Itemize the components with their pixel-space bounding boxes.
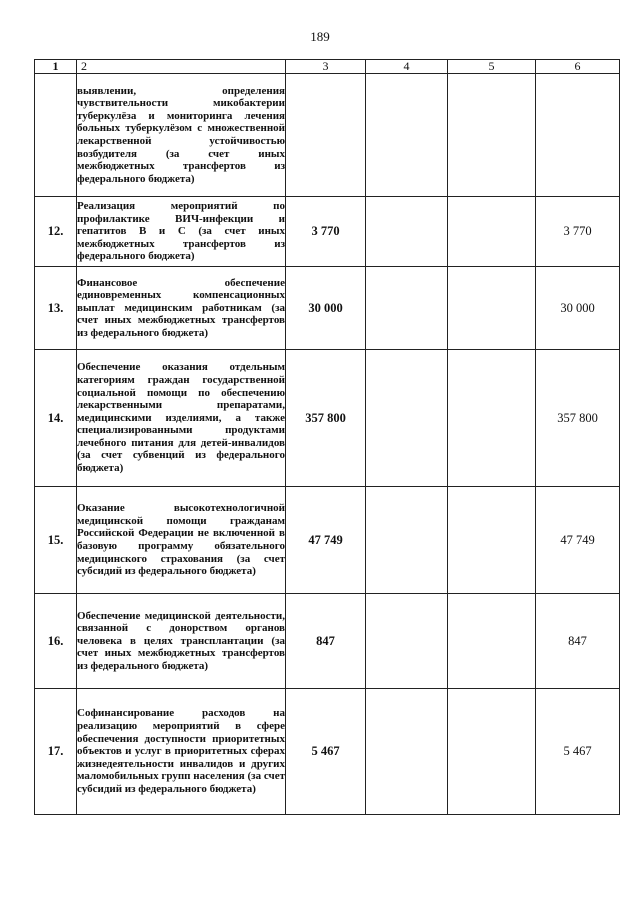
table-row bbox=[35, 74, 620, 197]
header-col-1: 1 bbox=[35, 60, 77, 74]
row-col-4 bbox=[366, 74, 448, 197]
header-col-3: 3 bbox=[286, 60, 366, 74]
row-col-5 bbox=[448, 487, 536, 594]
row-number: 17. bbox=[35, 689, 77, 815]
row-description: выявлении, определения чувствительности микобактерии туберкулёза и мониторинга лечения больных туберкулёзом с множественной лекарственной устойчивостью возбудителя (за счет иных межбюджетных трансфертов из федерального бюджета) bbox=[77, 74, 286, 197]
row-col-5 bbox=[448, 74, 536, 197]
header-col-5: 5 bbox=[448, 60, 536, 74]
row-total: 357 800 bbox=[536, 350, 620, 487]
table-row bbox=[35, 267, 620, 350]
table-row bbox=[35, 350, 620, 487]
row-col-4 bbox=[366, 487, 448, 594]
row-number bbox=[35, 74, 77, 197]
row-number: 13. bbox=[35, 267, 77, 350]
row-col-4 bbox=[366, 350, 448, 487]
row-col-5 bbox=[448, 350, 536, 487]
table-row bbox=[35, 689, 620, 815]
row-amount: 847 bbox=[286, 594, 366, 689]
header-col-6: 6 bbox=[536, 60, 620, 74]
row-col-4 bbox=[366, 267, 448, 350]
table-header-row bbox=[35, 60, 620, 74]
budget-table bbox=[34, 59, 620, 815]
row-description: Финансовое обеспечение единовременных компенсационных выплат медицинским работникам (за счет иных межбюджетных трансфертов из федерального бюджета) bbox=[77, 267, 286, 350]
row-amount: 5 467 bbox=[286, 689, 366, 815]
table-row bbox=[35, 487, 620, 594]
page-number: 189 bbox=[310, 29, 330, 44]
row-number: 16. bbox=[35, 594, 77, 689]
row-description: Оказание высокотехнологичной медицинской помощи гражданам Российской Федерации не включенной в базовую программу обязательного медицинского страхования (за счет субсидий из федерального бюджета) bbox=[77, 487, 286, 594]
row-description: Софинансирование расходов на реализацию мероприятий в сфере обеспечения доступности приоритетных объектов и услуг в приоритетных сферах жизнедеятельности инвалидов и других маломобильных групп населения (за счет субсидий из федерального бюджета) bbox=[77, 689, 286, 815]
row-total: 5 467 bbox=[536, 689, 620, 815]
table-row bbox=[35, 594, 620, 689]
row-col-5 bbox=[448, 594, 536, 689]
header-col-4: 4 bbox=[366, 60, 448, 74]
row-total bbox=[536, 74, 620, 197]
row-description: Реализация мероприятий по профилактике ВИЧ-инфекции и гепатитов В и С (за счет иных межбюджетных трансфертов из федерального бюджета) bbox=[77, 197, 286, 267]
row-total: 30 000 bbox=[536, 267, 620, 350]
table-row bbox=[35, 197, 620, 267]
row-number: 14. bbox=[35, 350, 77, 487]
row-col-5 bbox=[448, 267, 536, 350]
row-amount: 47 749 bbox=[286, 487, 366, 594]
row-total: 3 770 bbox=[536, 197, 620, 267]
row-col-4 bbox=[366, 594, 448, 689]
row-total: 847 bbox=[536, 594, 620, 689]
row-total: 47 749 bbox=[536, 487, 620, 594]
row-col-5 bbox=[448, 197, 536, 267]
row-number: 12. bbox=[35, 197, 77, 267]
row-col-5 bbox=[448, 689, 536, 815]
row-col-4 bbox=[366, 689, 448, 815]
row-col-4 bbox=[366, 197, 448, 267]
row-amount: 30 000 bbox=[286, 267, 366, 350]
row-amount: 3 770 bbox=[286, 197, 366, 267]
row-number: 15. bbox=[35, 487, 77, 594]
row-amount bbox=[286, 74, 366, 197]
row-description: Обеспечение медицинской деятельности, связанной с донорством органов человека в целях трансплантации (за счет иных межбюджетных трансфертов из федерального бюджета) bbox=[77, 594, 286, 689]
header-col-2: 2 bbox=[77, 60, 286, 74]
row-description: Обеспечение оказания отдельным категориям граждан государственной социальной помощи по обеспечению лекарственными препаратами, медицинскими изделиями, а также специализированными продуктами лечебного питания для детей-инвалидов (за счет субвенций из федерального бюджета) bbox=[77, 350, 286, 487]
row-amount: 357 800 bbox=[286, 350, 366, 487]
